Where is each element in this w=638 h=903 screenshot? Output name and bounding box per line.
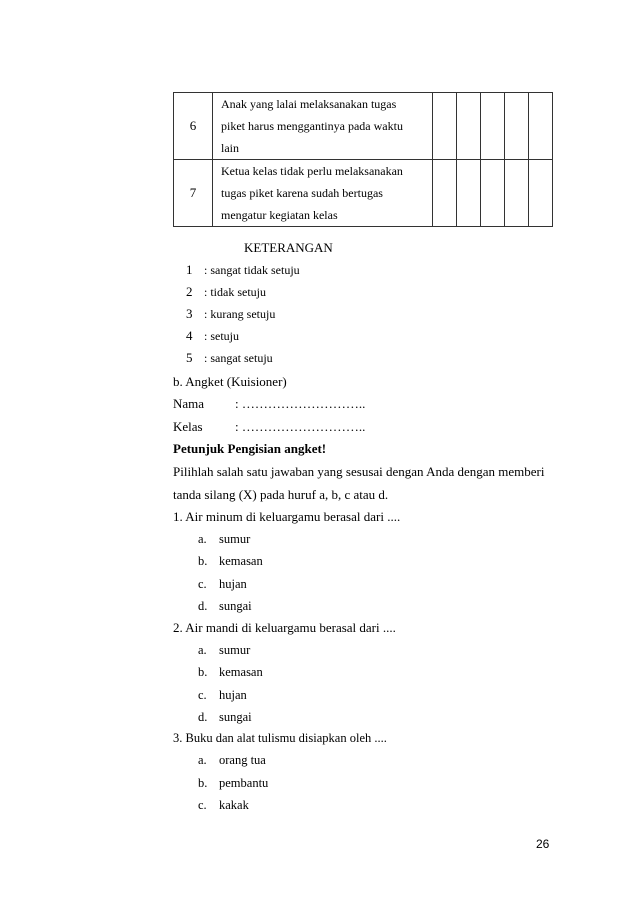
nama-field[interactable]: : ……………………….. [235, 396, 366, 411]
kelas-label: Kelas [173, 419, 203, 434]
option-letter[interactable]: c. [198, 577, 207, 591]
scale-label: : kurang setuju [204, 307, 276, 321]
scale-label: : setuju [204, 329, 239, 343]
option-letter[interactable]: b. [198, 665, 208, 679]
row-statement: Anak yang lalai melaksanakan tugas piket harus menggantinya pada waktu lain [213, 93, 433, 160]
option-letter[interactable]: a. [198, 643, 207, 657]
answer-cell[interactable] [529, 160, 553, 227]
option-letter[interactable]: a. [198, 532, 207, 546]
scale-number: 4 [186, 328, 193, 343]
nama-label: Nama [173, 396, 205, 411]
option-text: kemasan [219, 665, 263, 679]
answer-cell[interactable] [457, 93, 481, 160]
scale-number: 1 [186, 262, 193, 277]
answer-cell[interactable] [505, 93, 529, 160]
option-text: orang tua [219, 753, 266, 767]
option-text: hujan [219, 688, 247, 702]
answer-cell[interactable] [433, 160, 457, 227]
option-text: sumur [219, 643, 251, 657]
option-text: sumur [219, 532, 251, 546]
option-text: kakak [219, 798, 249, 812]
answer-cell[interactable] [505, 160, 529, 227]
question-text: 1. Air minum di keluargamu berasal dari .... [173, 509, 401, 524]
answer-cell[interactable] [433, 93, 457, 160]
answer-cell[interactable] [457, 160, 481, 227]
table-row [174, 160, 553, 227]
option-letter[interactable]: d. [198, 710, 208, 724]
scale-label: : tidak setuju [204, 285, 266, 299]
row-statement: Ketua kelas tidak perlu melaksanakan tugas piket karena sudah bertugas mengatur kegiatan kelas [213, 160, 433, 227]
option-letter[interactable]: d. [198, 599, 208, 613]
instructions-text: tanda silang (X) pada huruf a, b, c atau d. [173, 487, 389, 502]
option-letter[interactable]: a. [198, 753, 207, 767]
option-text: sungai [219, 599, 252, 613]
option-text: pembantu [219, 776, 269, 790]
option-letter[interactable]: b. [198, 776, 208, 790]
scale-number: 3 [186, 306, 193, 321]
row-number: 7 [174, 160, 213, 227]
question-text: 3. Buku dan alat tulismu disiapkan oleh .... [173, 731, 387, 745]
keterangan-title: KETERANGAN [244, 240, 333, 255]
scale-label: : sangat setuju [204, 351, 273, 365]
option-text: sungai [219, 710, 252, 724]
scale-number: 5 [186, 350, 193, 365]
page-number: 26 [536, 837, 550, 851]
instructions-title: Petunjuk Pengisian angket! [173, 441, 327, 456]
scale-label: : sangat tidak setuju [204, 263, 300, 277]
option-letter[interactable]: c. [198, 798, 207, 812]
table-row [174, 93, 553, 160]
option-letter[interactable]: b. [198, 554, 208, 568]
answer-cell[interactable] [481, 160, 505, 227]
answer-cell[interactable] [481, 93, 505, 160]
instructions-text: Pilihlah salah satu jawaban yang sesusai dengan Anda dengan memberi [173, 464, 545, 479]
answer-cell[interactable] [529, 93, 553, 160]
survey-table [173, 92, 553, 227]
question-text: 2. Air mandi di keluargamu berasal dari .... [173, 620, 396, 635]
option-text: hujan [219, 577, 247, 591]
kelas-field[interactable]: : ……………………….. [235, 419, 366, 434]
option-letter[interactable]: c. [198, 688, 207, 702]
row-number: 6 [174, 93, 213, 160]
scale-number: 2 [186, 284, 193, 299]
section-heading: b. Angket (Kuisioner) [173, 374, 287, 389]
option-text: kemasan [219, 554, 263, 568]
